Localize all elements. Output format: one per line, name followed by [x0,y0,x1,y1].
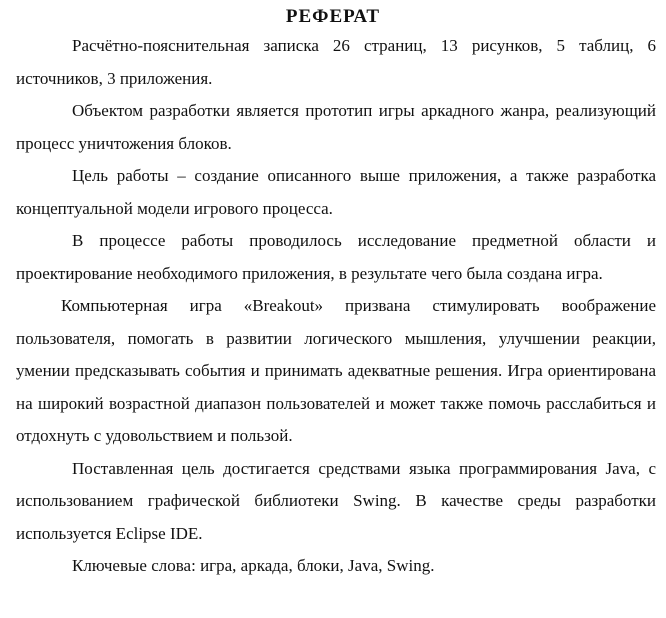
paragraph-game-description: Компьютерная игра «Breakout» призвана стимулировать воображение пользователя, помогать в развитии логического мышления, улучшении реакции, умении предсказывать события и принимать адекватные решения. Игра ориентирована на широкий возрастной диапазон пользователей и может также помочь расслабиться и отдохнуть с удовольствием и пользой. [16,296,656,445]
document-body [16,30,656,583]
paragraph-keywords: Ключевые слова: игра, аркада, блоки, Java, Swing. [72,556,435,575]
paragraph-goal: Цель работы – создание описанного выше приложения, а также разработка концептуальной модели игрового процесса. [16,166,656,218]
paragraph-tools: Поставленная цель достигается средствами языка программирования Java, с использованием графической библиотеки Swing. В качестве среды разработки используется Eclipse IDE. [16,458,656,543]
document-title: РЕФЕРАТ [285,6,381,27]
paragraph-object: Объектом разработки является прототип игры аркадного жанра, реализующий процесс уничтожения блоков. [16,101,656,153]
paragraph-process: В процессе работы проводилось исследование предметной области и проектирование необходимого приложения, в результате чего была создана игра. [16,231,656,283]
paragraph-volume: Расчётно-пояснительная записка 26 страниц, 13 рисунков, 5 таблиц, 6 источников, 3 приложения. [16,36,656,88]
